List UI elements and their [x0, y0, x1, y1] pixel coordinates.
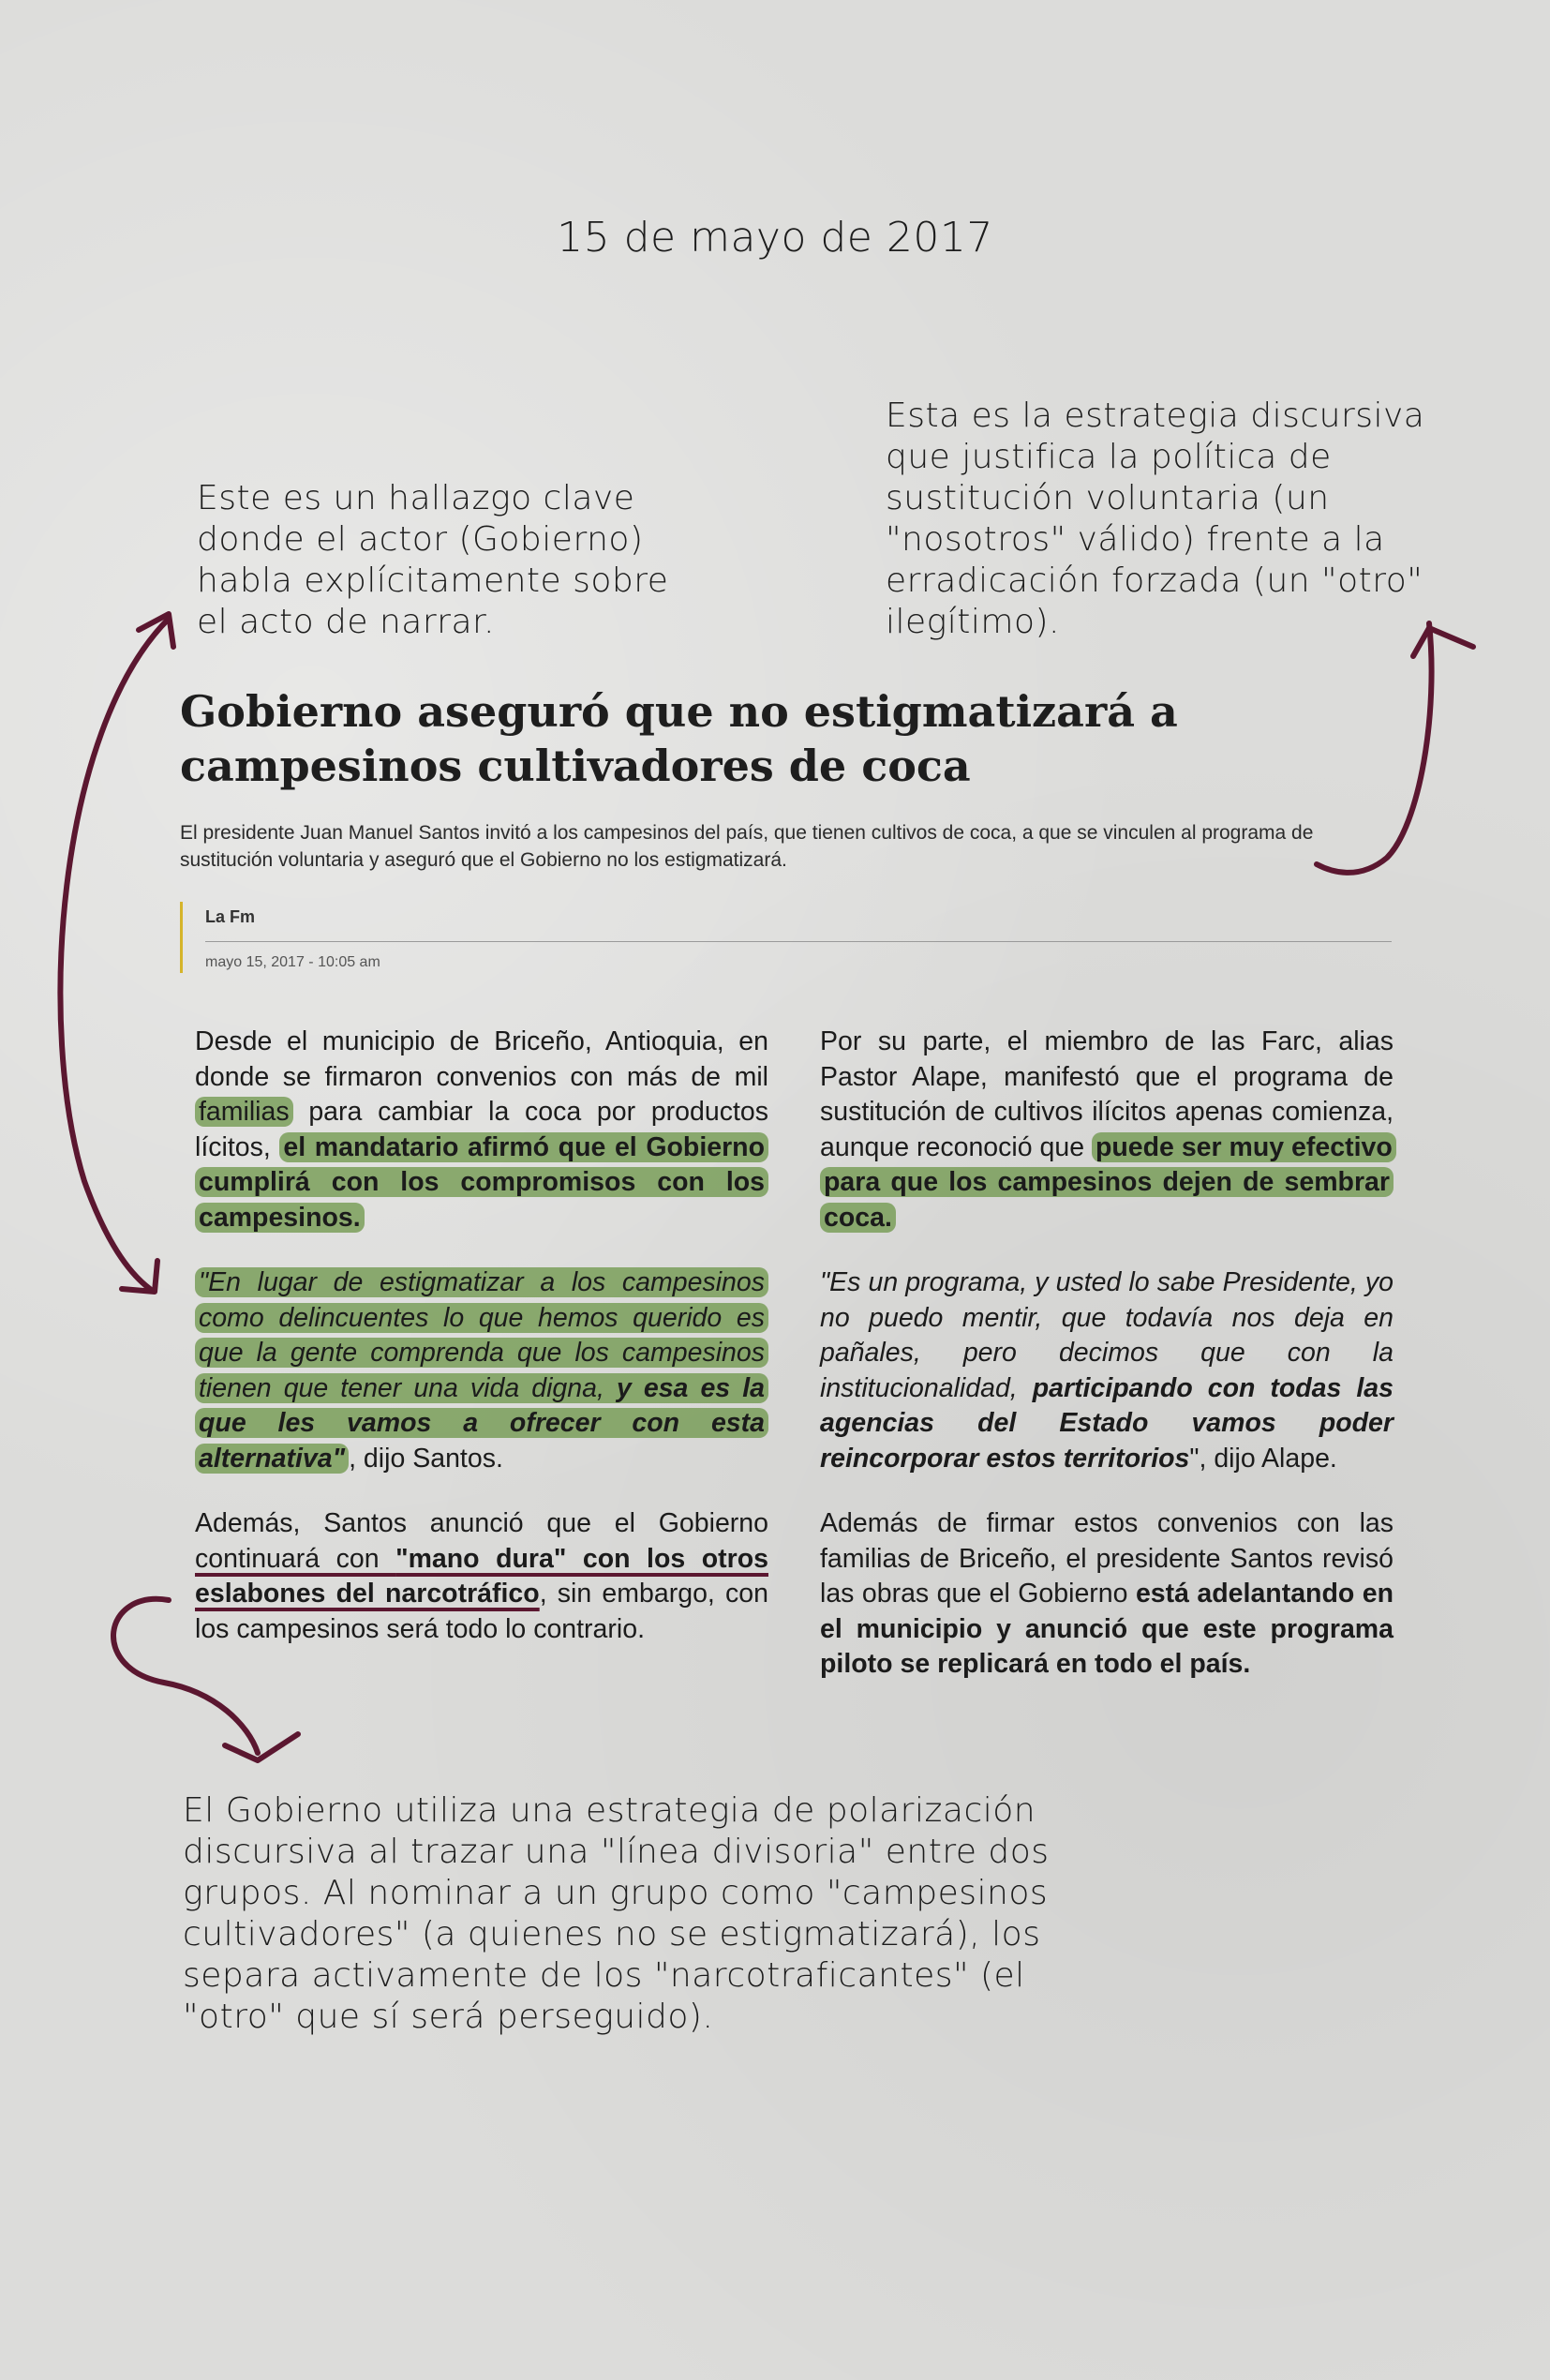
quote-bold-text: y esa es la que les vamos a ofrecer con esta alternativa": [199, 1372, 765, 1474]
text: Además de firmar estos convenios con las familias de Briceño, el presidente Santos revisó las obras que el Gobierno: [820, 1508, 1394, 1609]
arrow-left-vertical: [60, 619, 169, 1289]
highlighted-bold-text: puede ser muy efectivo para que los campesinos dejen de sembrar coca.: [820, 1132, 1396, 1233]
paragraph: [195, 1506, 768, 1647]
arrowhead-left-bottom-icon: [122, 1261, 157, 1292]
text: , sin embargo, con los campesinos será todo lo contrario.: [195, 1579, 768, 1644]
underlined-bold-text: "mano dura" con los otros eslabones del narcotráfico: [195, 1543, 768, 1609]
paragraph: [195, 1025, 768, 1235]
quote-bold-text: participando con todas las agencias del Estado vamos poder reincorporar estos territorios: [820, 1372, 1394, 1474]
arrowhead-left-top-icon: [139, 614, 173, 647]
annotation-right: Esta es la estrategia discursiva que justifica la política de sustitución voluntaria (un "nosotros" válido) frente a la erradicación forzada (un "otro" ilegítimo).: [886, 397, 1425, 641]
highlighted-text: familias: [195, 1097, 293, 1127]
timestamp: mayo 15, 2017 - 10:05 am: [205, 954, 380, 970]
quote-text: "En lugar de estigmatizar a los campesinos como delincuentes lo que hemos querido es que la gente comprenda que los campesinos tienen que tener una vida digna,: [199, 1267, 765, 1403]
quote-text: "Es un programa, y usted lo sabe Presidente, yo no puedo mentir, que todavía nos deja en pañales, pero decimos que con la institucionalidad,: [820, 1267, 1394, 1403]
article-column-left: [195, 1025, 768, 1677]
bold-text: está adelantando en el municipio y anunció que este programa piloto se replicará en todo el país.: [820, 1579, 1394, 1679]
article-column-right: [820, 1025, 1394, 1713]
text: Por su parte, el miembro de las Farc, alias Pastor Alape, manifestó que el programa de sustitución de cultivos ilícitos apenas comienza, aunque reconoció que: [820, 1026, 1394, 1162]
quote-paragraph: [195, 1265, 768, 1476]
source-label: La Fm: [205, 907, 256, 926]
annotation-left: Este es un hallazgo clave donde el actor (Gobierno) habla explícitamente sobre el acto de narrar.: [197, 479, 669, 641]
date-heading: 15 de mayo de 2017: [557, 214, 993, 262]
article-headline: Gobierno aseguró que no estigmatizará a campesinos cultivadores de coca: [180, 686, 1178, 791]
underlined-text: continuará con: [195, 1543, 396, 1574]
text: , dijo Santos.: [349, 1443, 503, 1474]
highlighted-bold-text: el mandatario afirmó que el Gobierno cumplirá con los compromisos con los campesinos.: [195, 1132, 768, 1233]
paragraph: [820, 1025, 1394, 1235]
quote-paragraph: [820, 1265, 1394, 1476]
text: Desde el municipio de Briceño, Antioquia, en donde se firmaron convenios con más de mil: [195, 1026, 768, 1092]
article-lede: El presidente Juan Manuel Santos invitó a los campesinos del país, que tienen cultivos de coca, a que se vinculen al programa de sustitución voluntaria y aseguró que el Gobierno no los estigmatizará.: [180, 822, 1314, 871]
byline-divider: [205, 941, 1392, 942]
text: Además, Santos anunció que el Gobierno: [195, 1508, 768, 1538]
paragraph: [820, 1506, 1394, 1683]
text: para cambiar la coca por productos lícitos,: [195, 1097, 768, 1162]
annotation-bottom: El Gobierno utiliza una estrategia de polarización discursiva al trazar una "línea divisoria" entre dos grupos. Al nominar a un grupo como "campesinos cultivadores" (a quienes no se estigmatizará), los separa activamente de los "narcotraficantes" (el "otro" que sí será perseguido).: [183, 1791, 1050, 2036]
text: ", dijo Alape.: [1189, 1443, 1337, 1474]
byline: [180, 902, 1392, 973]
arrowhead-bottom-icon: [225, 1734, 298, 1760]
